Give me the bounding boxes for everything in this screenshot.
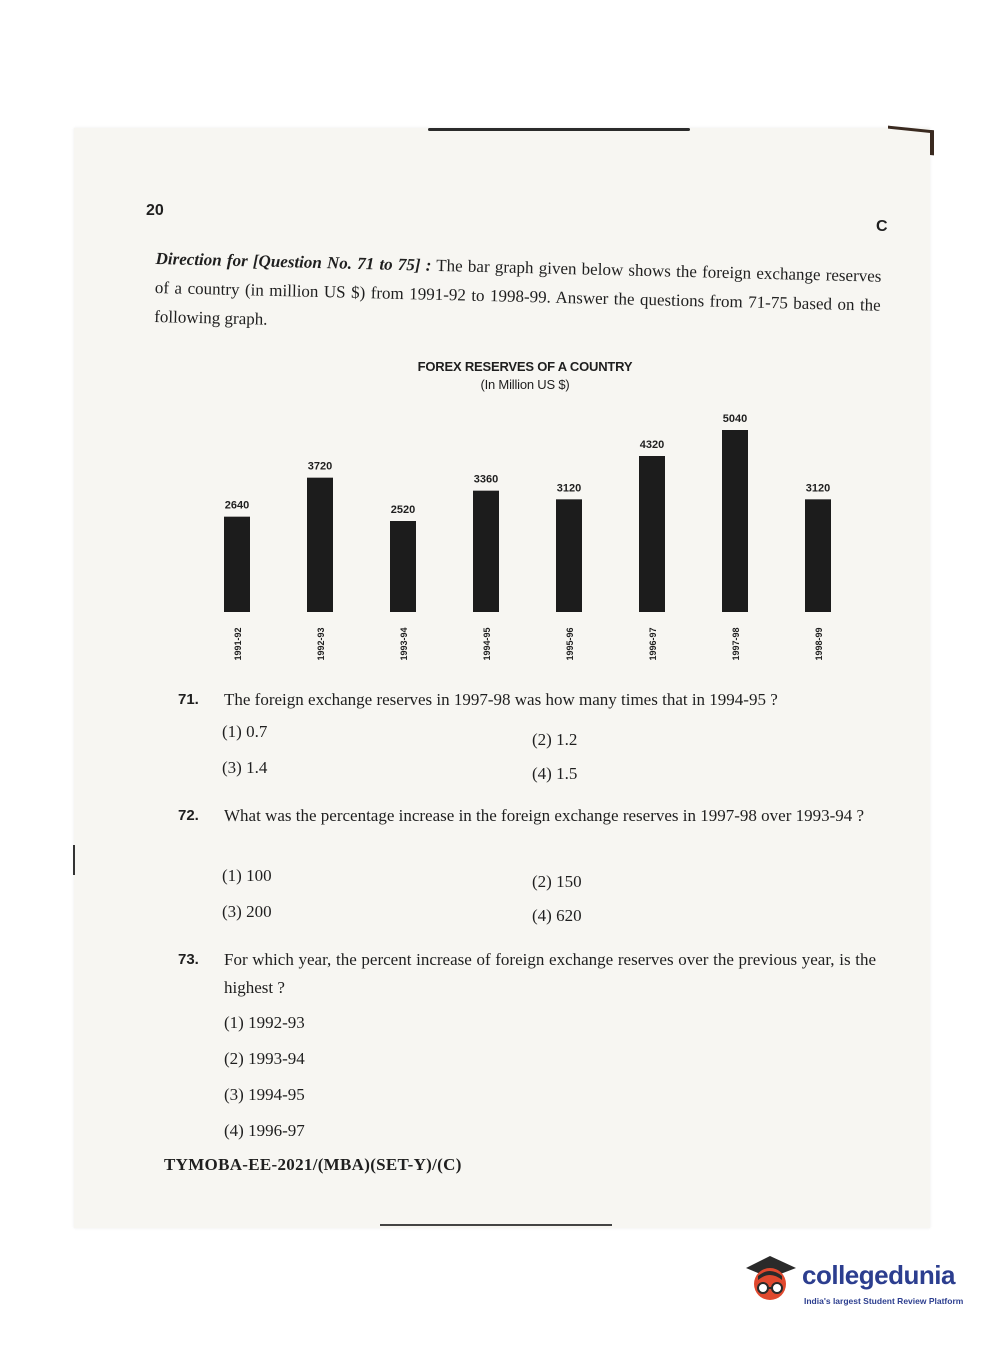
question-71 (178, 686, 878, 716)
question-text: The foreign exchange reserves in 1997-98 was how many times that in 1994-95 ? (224, 690, 778, 709)
forex-bar-chart (195, 400, 855, 680)
direction-text: The bar graph given below shows the foreign exchange reserves of a country (in million US $) from 1991-92 to 1998-99. Answer the questions from 71-75 based on the following graph. (153, 255, 882, 329)
question-text: What was the percentage increase in the foreign exchange reserves in 1997-98 over 1993-94 ? (224, 806, 865, 825)
page-number: 20 (146, 202, 164, 219)
bar-1991-92 (224, 517, 250, 612)
data-label-1995-96: 3120 (556, 482, 582, 495)
option-73-3[interactable]: (3) 1994-95 (224, 1085, 305, 1104)
bar-1994-95 (473, 491, 499, 612)
data-label-1996-97: 4320 (639, 439, 665, 451)
bar-1992-93 (307, 478, 333, 612)
margin-mark (73, 845, 75, 875)
option-72-2[interactable]: (2) 150 (532, 872, 582, 891)
question-number: 72. (178, 807, 199, 824)
category-label-1997-98: 1997-98 (731, 627, 741, 661)
direction-paragraph (154, 244, 882, 349)
option-71-4[interactable]: (4) 1.5 (532, 764, 578, 783)
data-label-1998-99: 3120 (805, 482, 831, 495)
option-72-4[interactable]: (4) 620 (532, 906, 582, 925)
brand-tagline: India's largest Student Review Platform (804, 1296, 964, 1306)
category-label-1991-92: 1991-92 (233, 627, 243, 661)
bar-1995-96 (556, 499, 582, 612)
chart-title-block (360, 358, 690, 394)
bar-1996-97 (639, 456, 665, 612)
category-label-1994-95: 1994-95 (482, 627, 492, 661)
page-corner-mark (888, 126, 934, 156)
data-label-1997-98: 5040 (722, 413, 748, 425)
option-73-2[interactable]: (2) 1993-94 (224, 1049, 305, 1068)
category-label-1998-99: 1998-99 (814, 627, 824, 661)
category-label-1992-93: 1992-93 (316, 627, 326, 661)
option-71-1[interactable]: (1) 0.7 (222, 722, 268, 741)
set-code: C (876, 218, 888, 235)
bar-1993-94 (390, 521, 416, 612)
category-label-1995-96: 1995-96 (565, 627, 575, 661)
direction-lead: Direction for [Question No. 71 to 75] : (155, 248, 432, 275)
category-label-1996-97: 1996-97 (648, 627, 658, 661)
option-71-3[interactable]: (3) 1.4 (222, 758, 268, 777)
option-73-1[interactable]: (1) 1992-93 (224, 1013, 305, 1032)
brand-name: collegedunia (802, 1260, 955, 1290)
brand-logo-icon (742, 1250, 800, 1312)
question-text: For which year, the percent increase of foreign exchange reserves over the previous year, is the highest ? (224, 950, 876, 997)
category-label-1993-94: 1993-94 (399, 627, 409, 661)
paper-code: TYMOBA-EE-2021/(MBA)(SET-Y)/(C) (164, 1155, 462, 1174)
option-71-2[interactable]: (2) 1.2 (532, 730, 578, 749)
question-73 (178, 946, 878, 1006)
question-number: 71. (178, 691, 199, 708)
chart-subtitle: (In Million US $) (480, 377, 570, 392)
bar-1998-99 (805, 499, 831, 612)
chart-title: FOREX RESERVES OF A COUNTRY (417, 359, 633, 374)
data-label-1992-93: 3720 (307, 460, 333, 473)
option-72-1[interactable]: (1) 100 (222, 866, 272, 885)
data-label-1991-92: 2640 (224, 499, 250, 512)
question-72 (178, 802, 878, 862)
data-label-1994-95: 3360 (473, 473, 499, 486)
option-72-3[interactable]: (3) 200 (222, 902, 272, 921)
bar-1997-98 (722, 430, 748, 612)
top-rule (428, 128, 690, 131)
data-label-1993-94: 2520 (390, 504, 416, 516)
question-number: 73. (178, 951, 199, 968)
bottom-rule (380, 1224, 612, 1226)
option-73-4[interactable]: (4) 1996-97 (224, 1121, 305, 1140)
brand-watermark (742, 1250, 972, 1320)
